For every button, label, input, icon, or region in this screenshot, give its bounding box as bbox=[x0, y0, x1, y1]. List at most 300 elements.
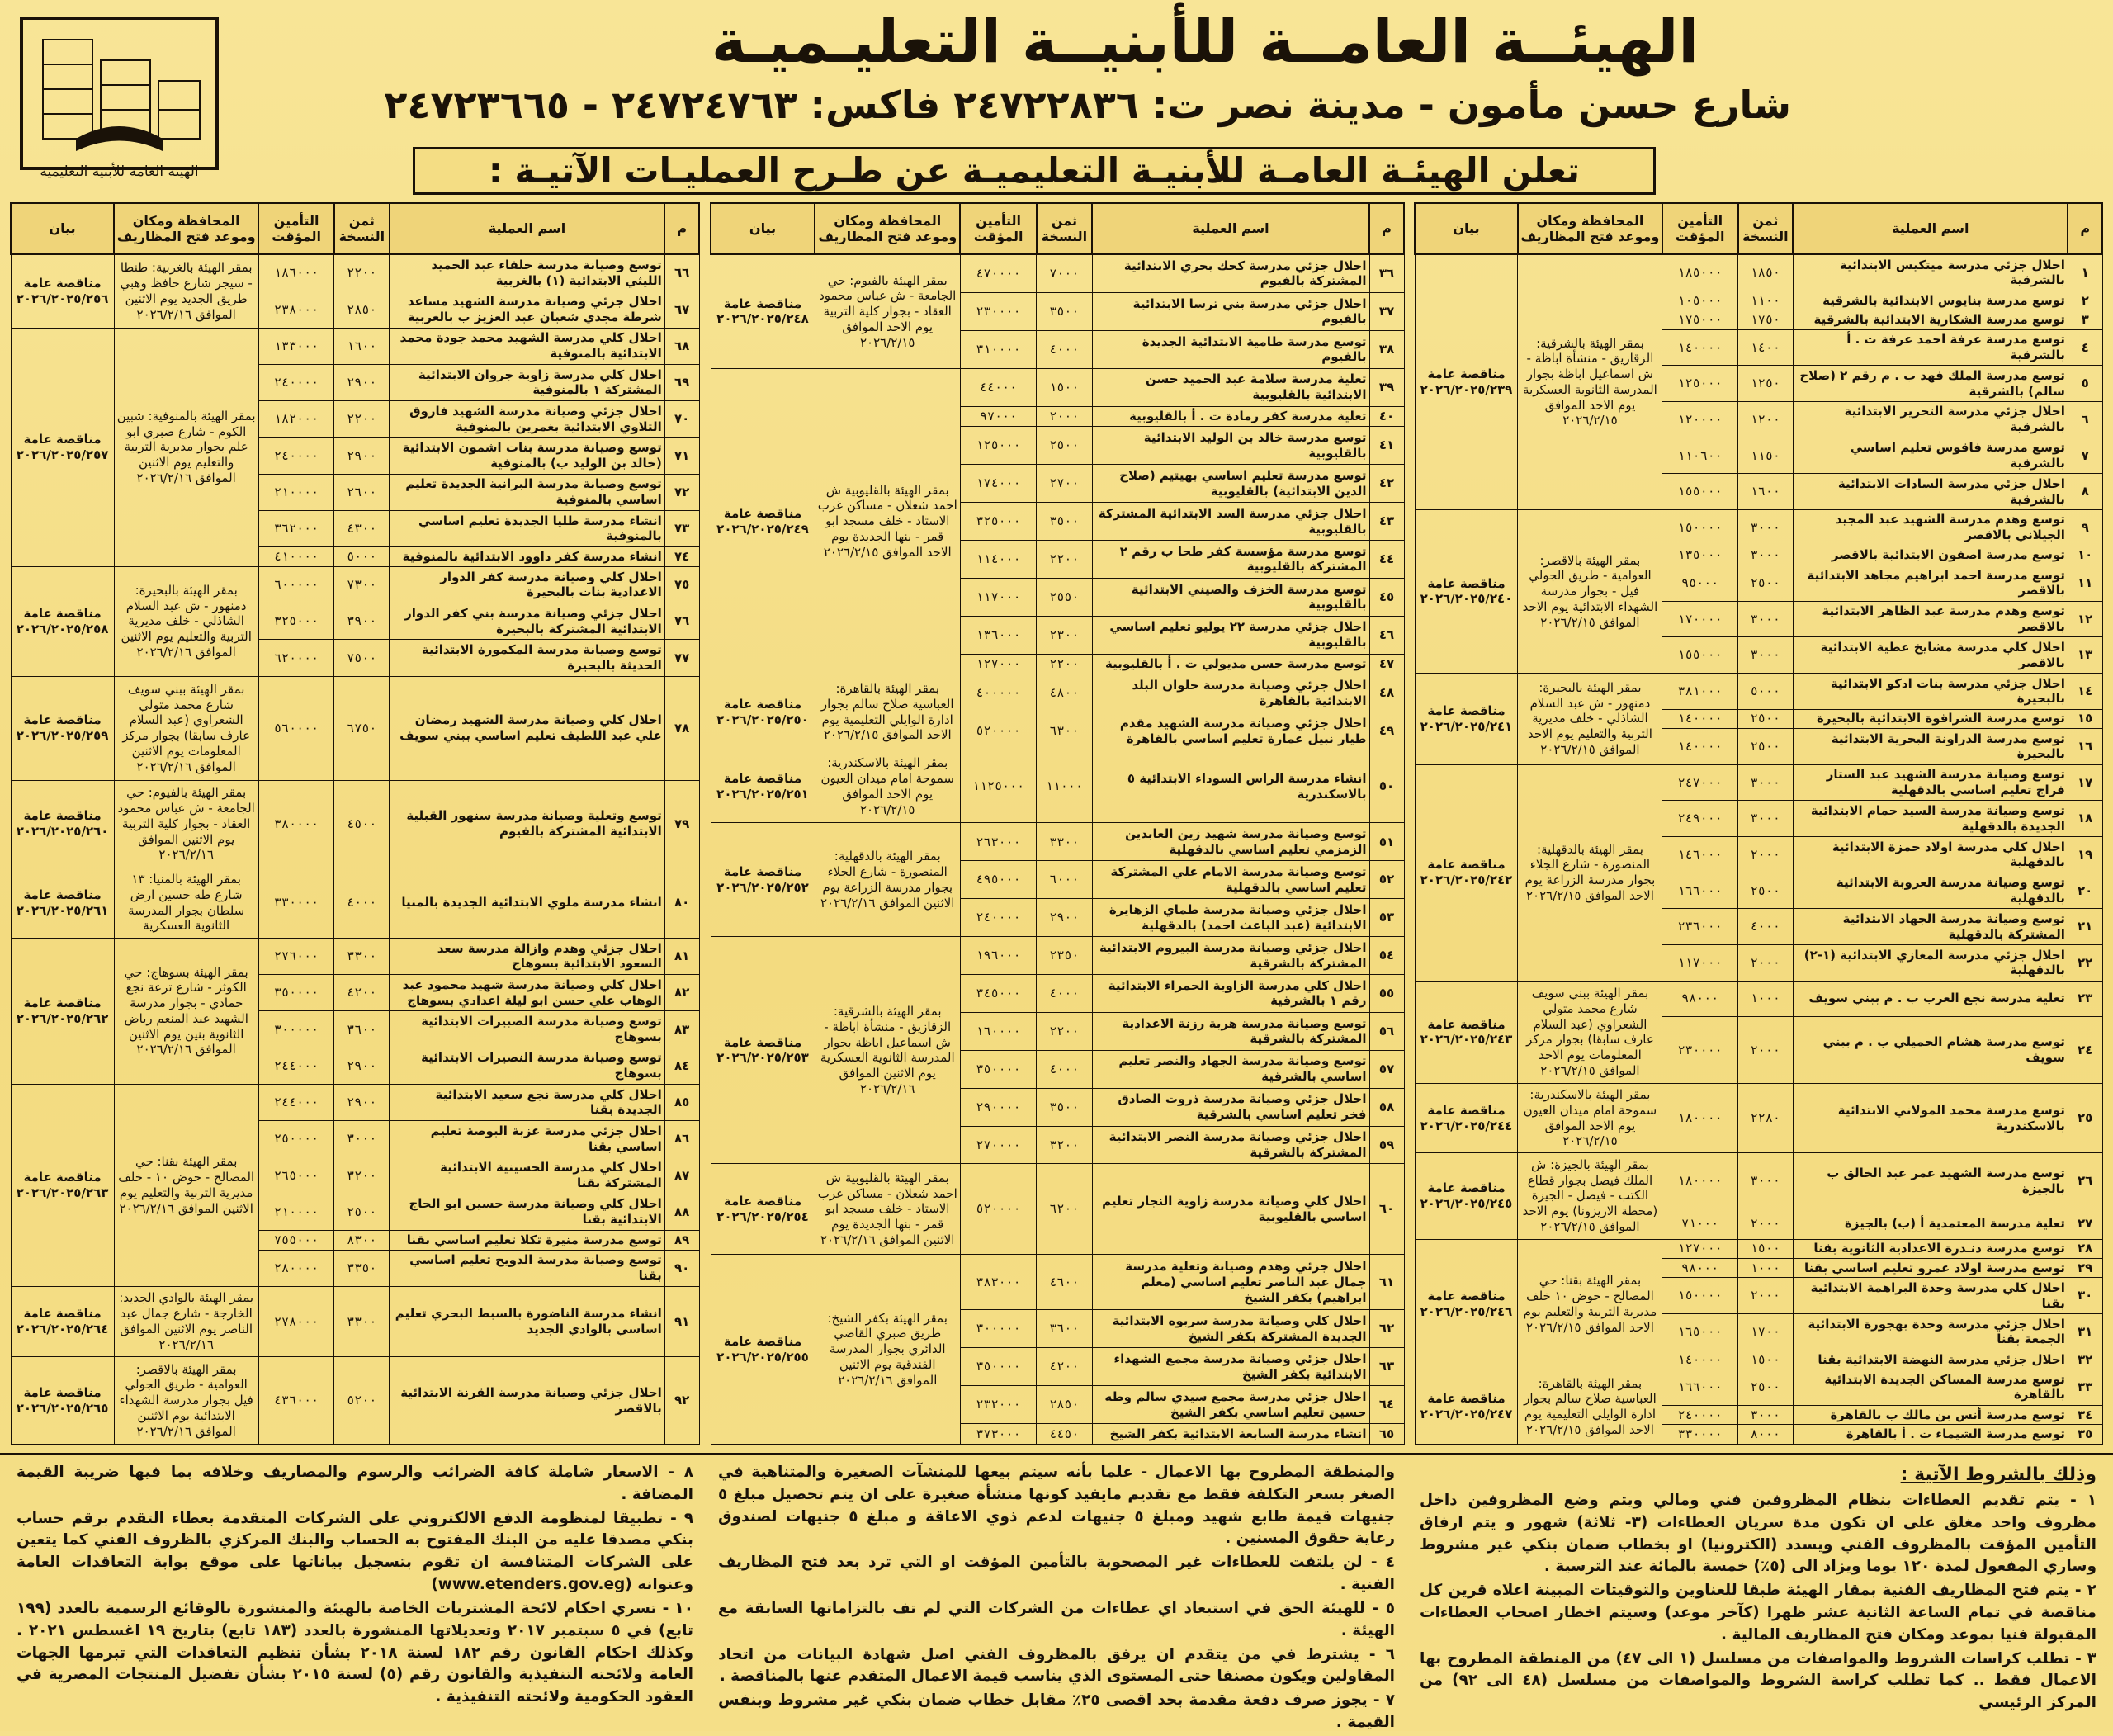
row-number: ٤١ bbox=[1369, 427, 1404, 465]
row-number: ١١ bbox=[2068, 565, 2102, 601]
tender-row bbox=[1415, 1084, 2102, 1153]
copy-price: ٤٦٠٠ bbox=[1037, 1255, 1092, 1310]
row-number: ٢٩ bbox=[2068, 1258, 2102, 1277]
copy-price: ٣٢٠٠ bbox=[1037, 1126, 1092, 1164]
row-number: ٧ bbox=[2068, 438, 2102, 474]
temporary-insurance: ٢٤٠٠٠٠ bbox=[960, 899, 1036, 937]
row-number: ٤٥ bbox=[1369, 578, 1404, 616]
tender-row bbox=[1415, 1153, 2102, 1209]
row-number: ٦٩ bbox=[664, 364, 699, 400]
row-number: ٥١ bbox=[1369, 823, 1404, 861]
copy-price: ٢٩٠٠ bbox=[334, 438, 390, 474]
row-number: ٤٧ bbox=[1369, 654, 1404, 674]
operation-name: توسع مدرسة الملك فهد ب . م رقم ٢ (صلاح سالم) بالشرقية bbox=[1793, 366, 2068, 402]
row-number: ٨٧ bbox=[664, 1157, 699, 1194]
operation-name: تعلية مدرسة سلامة عبد الحميد حسن الابتدائية بالقليوبية bbox=[1092, 368, 1369, 406]
tender-row bbox=[1415, 764, 2102, 801]
envelope-opening-location: بمقر الهيئة بالشرقية: الزقازيق - منشأة اباظة - ش اسماعيل اباظة بجوار المدرسة الثانوية العسكرية يوم الاثنين الموافق ٢٠٢٦/٢/١٦ bbox=[815, 937, 960, 1164]
row-number: ٣٧ bbox=[1369, 292, 1404, 330]
envelope-opening-location: بمقر الهيئة بالمنيا: ١٣ شارع طه حسين ارض سلطان بجوار المدرسة الثانوية العسكرية bbox=[114, 868, 258, 938]
temporary-insurance: ٢٧٦٠٠٠ bbox=[258, 938, 334, 974]
condition-item: ٥ - للهيئة الحق في استبعاد اي عطاءات من الشركات التي لم تف بالتزاماتها السابقة مع الهيئة . bbox=[718, 1599, 1395, 1639]
tender-row bbox=[711, 674, 1404, 712]
operation-name: احلال جزئي وصيانة مدرسة حلوان البلد الابتدائية بالقاهرة bbox=[1092, 674, 1369, 712]
copy-price: ١٥٠٠ bbox=[1037, 368, 1092, 406]
operation-name: احلال كلي مدرسة نجع سعيد الابتدائية الجديدة بقنا bbox=[390, 1084, 665, 1120]
operation-name: توسع مدرسة بنايوس الابتدائية بالشرقية bbox=[1793, 291, 2068, 310]
copy-price: ٧٠٠٠ bbox=[1037, 254, 1092, 292]
row-number: ١ bbox=[2068, 254, 2102, 291]
tender-statement: مناقصة عامة ٢٠٢٦/٢٠٢٥/٢٤٩ bbox=[711, 368, 815, 674]
operation-name: توسع مدرسة فاقوس تعليم اساسي بالشرقية bbox=[1793, 438, 2068, 474]
envelope-opening-location: بمقر الهيئة بالجيزة: ش الملك فيصل بجوار قطاع الكتب - فيصل - الجيزة (محطة الاريزونا) يوم الاحد الموافق ٢٠٢٦/٢/١٥ bbox=[1518, 1153, 1662, 1239]
authority-address: شارع حسن مأمون - مدينة نصر ت: ٢٤٧٢٢٨٣٦ فاكس: ٢٤٧٢٤٧٦٣ - ٢٤٧٢٣٦٦٥ bbox=[384, 83, 1791, 127]
envelope-opening-location: بمقر الهيئة بالفيوم: حي الجامعة - ش عباس محمود العقاد - بجوار كلية التربية يوم الاثنين الموافق ٢٠٢٦/٢/١٦ bbox=[114, 780, 258, 868]
row-number: ٣١ bbox=[2068, 1314, 2102, 1350]
tender-statement: مناقصة عامة ٢٠٢٦/٢٠٢٥/٢٦٤ bbox=[11, 1286, 114, 1356]
operation-name: احلال كلي وصيانة مدرسة شهيد محمود عبد الوهاب علي حسن ابو ليلة اعدادي بسوهاج bbox=[390, 975, 665, 1011]
tender-statement: مناقصة عامة ٢٠٢٦/٢٠٢٥/٢٥٢ bbox=[711, 823, 815, 937]
copy-price: ٤٠٠٠ bbox=[1037, 330, 1092, 368]
temporary-insurance: ٦٠٠٠٠٠ bbox=[258, 566, 334, 603]
temporary-insurance: ٢٤٧٠٠٠ bbox=[1662, 764, 1738, 801]
row-number: ٩١ bbox=[664, 1286, 699, 1356]
operation-name: احلال جزئي وصيانة مدرسة الشهيد فاروق التلاوي الابتدائية بغمرين بالمنوفية bbox=[390, 401, 665, 438]
temporary-insurance: ١٨٢٠٠٠ bbox=[258, 401, 334, 438]
row-number: ٨٢ bbox=[664, 975, 699, 1011]
copy-price: ٣٥٠٠ bbox=[1037, 1088, 1092, 1126]
temporary-insurance: ١٨٥٠٠٠ bbox=[1662, 254, 1738, 291]
row-number: ١٤ bbox=[2068, 673, 2102, 709]
copy-price: ٢٠٠٠ bbox=[1037, 406, 1092, 427]
copy-price: ٢٠٠٠ bbox=[1738, 836, 1794, 873]
column-header-location: المحافظة ومكان وموعد فتح المظاريف bbox=[815, 203, 960, 254]
tender-row bbox=[11, 780, 699, 868]
operation-name: توسع مدرسة الشيماء ت . أ بالقاهرة bbox=[1793, 1425, 2068, 1445]
operation-name: توسع مدرسة مؤسسة كفر طحا ب رقم ٢ المشتركة بالقليوبية bbox=[1092, 540, 1369, 578]
row-number: ٦٥ bbox=[1369, 1423, 1404, 1444]
envelope-opening-location: بمقر الهيئة بالبحيرة: دمنهور - ش عبد السلام الشاذلي - خلف مديرية التربية والتعليم يوم الاحد الموافق ٢٠٢٦/٢/١٥ bbox=[1518, 673, 1662, 764]
operation-name: توسع وصيانة مدرسة شهيد زين العابدين الزمزمي تعليم اساسي بالدقهلية bbox=[1092, 823, 1369, 861]
envelope-opening-location: بمقر الهيئة بقنا: حي المصالح - حوض ١٠ خلف مديرية التربية والتعليم يوم الاحد الموافق ٢٠٢٦/٢/١٥ bbox=[1518, 1239, 1662, 1369]
tender-statement: مناقصة عامة ٢٠٢٦/٢٠٢٥/٢٣٩ bbox=[1415, 254, 1518, 509]
row-number: ٣٥ bbox=[2068, 1425, 2102, 1445]
temporary-insurance: ١٣٦٠٠٠ bbox=[960, 616, 1036, 654]
copy-price: ٢٨٥٠ bbox=[1037, 1386, 1092, 1424]
operation-name: توسع وصيانة مدرسة العروبة الابتدائية بالدقهلية bbox=[1793, 873, 2068, 909]
copy-price: ٨٠٠٠ bbox=[1738, 1425, 1794, 1445]
row-number: ٢٣ bbox=[2068, 981, 2102, 1016]
row-number: ٤٤ bbox=[1369, 540, 1404, 578]
operation-name: توسع مدرسة الشهيد عمر عبد الخالق ب بالجيزة bbox=[1793, 1153, 2068, 1209]
temporary-insurance: ١٣٣٠٠٠ bbox=[258, 328, 334, 364]
operation-name: توسع مدرسة الدراونة البحرية الابتدائية بالبحيرة bbox=[1793, 729, 2068, 765]
operation-name: انشاء مدرسة السابعة الابتدائية بكفر الشيخ bbox=[1092, 1423, 1369, 1444]
temporary-insurance: ٩٨٠٠٠ bbox=[1662, 981, 1738, 1016]
row-number: ٤٣ bbox=[1369, 503, 1404, 541]
copy-price: ٢٧٠٠ bbox=[1037, 465, 1092, 503]
row-number: ٤ bbox=[2068, 329, 2102, 366]
operation-name: توسع مدرسة تعليم اساسي بهيتيم (صلاح الدين الابتدائية) بالقليوبية bbox=[1092, 465, 1369, 503]
copy-price: ٤٣٠٠ bbox=[334, 510, 390, 546]
temporary-insurance: ٤٣٦٠٠٠ bbox=[258, 1357, 334, 1445]
temporary-insurance: ٣٥٠٠٠٠ bbox=[960, 1348, 1036, 1386]
temporary-insurance: ٢٤٠٠٠٠ bbox=[1662, 1405, 1738, 1424]
temporary-insurance: ٤٩٥٠٠٠ bbox=[960, 861, 1036, 899]
operation-name: توسع وصيانة مدرسة الامام علي المشتركة تعليم اساسي بالدقهلية bbox=[1092, 861, 1369, 899]
row-number: ٥٣ bbox=[1369, 899, 1404, 937]
tender-statement: مناقصة عامة ٢٠٢٦/٢٠٢٥/٢٥٠ bbox=[711, 674, 815, 750]
copy-price: ٣٠٠٠ bbox=[1738, 637, 1794, 674]
tender-statement: مناقصة عامة ٢٠٢٦/٢٠٢٥/٢٥٥ bbox=[711, 1255, 815, 1445]
operation-name: احلال كلي مدرسة مشايخ عطية الابتدائية بالاقصر bbox=[1793, 637, 2068, 674]
operation-name: توسع وهدم مدرسة عبد الظاهر الابتدائية بالاقصر bbox=[1793, 601, 2068, 637]
operation-name: احلال كلي وصيانة مدرسة الشهيد رمضان علي عبد اللطيف تعليم اساسي ببني سويف bbox=[390, 676, 665, 780]
copy-price: ١٢٠٠ bbox=[1738, 401, 1794, 438]
copy-price: ٢٢٠٠ bbox=[334, 401, 390, 438]
copy-price: ٤٥٠٠ bbox=[334, 780, 390, 868]
copy-price: ٢٥٥٠ bbox=[1037, 578, 1092, 616]
row-number: ٣٤ bbox=[2068, 1405, 2102, 1424]
operation-name: توسع وصيانة مدرسة خلفاء عبد الحميد الليثي الابتدائية (١) بالغربية bbox=[390, 254, 665, 291]
operation-name: احلال جزئي مدرسة ميتكيس الابتدائية بالشرقية bbox=[1793, 254, 2068, 291]
copy-price: ٢٥٠٠ bbox=[1738, 709, 1794, 728]
copy-price: ٤٠٠٠ bbox=[1037, 975, 1092, 1013]
copy-price: ١٠٠٠ bbox=[1738, 1258, 1794, 1277]
operation-name: احلال جزئي مدرسة عزبة البوصة تعليم اساسي بقنا bbox=[390, 1121, 665, 1157]
temporary-insurance: ٣٧٣٠٠٠ bbox=[960, 1423, 1036, 1444]
envelope-opening-location: بمقر الهيئة بقنا: حي المصالح - حوض ١٠ - خلف مديرية التربية والتعليم يوم الاثنين الموافق ٢٠٢٦/٢/١٦ bbox=[114, 1084, 258, 1286]
copy-price: ٣٥٠٠ bbox=[1037, 292, 1092, 330]
tender-row bbox=[11, 254, 699, 291]
tenders-table bbox=[1414, 202, 2103, 1445]
condition-item: ٤ - لن يلتفت للعطاءات غير المصحوبة بالتأمين المؤقت او التي ترد بعد فتح المظاريف الفنية . bbox=[718, 1554, 1395, 1594]
operation-name: احلال جزئي مدرسة التحرير الابتدائية بالشرقية bbox=[1793, 401, 2068, 438]
temporary-insurance: ٢١٠٠٠٠ bbox=[258, 1194, 334, 1230]
tenders-table bbox=[710, 202, 1405, 1445]
copy-price: ٣٣٠٠ bbox=[1037, 823, 1092, 861]
conditions-section bbox=[0, 1453, 2113, 1731]
operation-name: توسع وصيانة مدرسة بنات اشمون الابتدائية (خالد بن الوليد ب) بالمنوفية bbox=[390, 438, 665, 474]
copy-price: ٣٠٠٠ bbox=[334, 1121, 390, 1157]
envelope-opening-location: بمقر الهيئة بالقليوبية ش احمد شعلان - مساكن غرب الاستاد - خلف مسجد ابو قمر - بنها الجديدة يوم الاثنين الموافق ٢٠٢٦/٢/١٦ bbox=[815, 1164, 960, 1255]
column-header-insurance: التأمين المؤقت bbox=[960, 203, 1036, 254]
row-number: ٧٥ bbox=[664, 566, 699, 603]
copy-price: ١٠٠٠ bbox=[1738, 981, 1794, 1016]
operation-name: انشاء مدرسة كفر داوود الابتدائية بالمنوفية bbox=[390, 547, 665, 567]
conditions-column-2 bbox=[718, 1462, 1395, 1736]
tender-statement: مناقصة عامة ٢٠٢٦/٢٠٢٥/٢٤١ bbox=[1415, 673, 1518, 764]
tender-row bbox=[711, 1255, 1404, 1310]
copy-price: ١٢٥٠ bbox=[1738, 366, 1794, 402]
copy-price: ٢٢٠٠ bbox=[1037, 540, 1092, 578]
copy-price: ٦٣٠٠ bbox=[1037, 712, 1092, 750]
envelope-opening-location: بمقر الهيئة بالقليوبية ش احمد شعلان - مساكن غرب الاستاد - خلف مسجد ابو قمر - بنها الجديدة يوم الاحد الموافق ٢٠٢٦/٢/١٥ bbox=[815, 368, 960, 674]
operation-name: توسع مدرسة طامية الابتدائية الجديدة بالفيوم bbox=[1092, 330, 1369, 368]
copy-price: ١١٠٠ bbox=[1738, 291, 1794, 310]
condition-item: والمنطقة المطروح بها الاعمال - علما بأنه سيتم بيعها للمنشآت الصغيرة والمتناهية في الصغر بسعر التكلفة فقط مع تقديم مايفيد كونها منشأة صغيرة على ان يتم تحصيل مبلغ ٥ جنيهات قيمة طابع شهيد ومبلغ ٥ جنيهات لدعم ذوي الاعاقة و مبلغ ٥ جنيهات لصندوق رعاية حقوق المسنين . bbox=[718, 1464, 1395, 1548]
temporary-insurance: ٣٠٠٠٠٠ bbox=[960, 1310, 1036, 1348]
row-number: ١٦ bbox=[2068, 729, 2102, 765]
row-number: ٢٨ bbox=[2068, 1239, 2102, 1258]
copy-price: ٣٠٠٠ bbox=[1738, 509, 1794, 546]
copy-price: ٢٢٠٠ bbox=[1037, 1012, 1092, 1050]
condition-item: ٩ - تطبيقا لمنظومة الدفع الالكتروني على الشركات المتقدمة بعطاء التقدم برقم حساب بنكي مصدقا عليه من البنك المفتوح به الحساب والبنك المركزي بالظروف الفني كما يتعين على الشركات المتنافسة ان تقوم بتسجيل بياناتها على موقع بوابة التعاقدات العامة وعنوانه (www.etenders.gov.eg) bbox=[17, 1509, 693, 1594]
operation-name: تعلية مدرسة كفر رمادة ت . أ بالقليوبية bbox=[1092, 406, 1369, 427]
temporary-insurance: ١٢٥٠٠٠ bbox=[960, 427, 1036, 465]
row-number: ١٩ bbox=[2068, 836, 2102, 873]
temporary-insurance: ٣٦٢٠٠٠ bbox=[258, 510, 334, 546]
operation-name: احلال جزئي وصيانة مدرسة بني كفر الدوار الابتدائية المشتركة بالبحيرة bbox=[390, 603, 665, 640]
tender-statement: مناقصة عامة ٢٠٢٦/٢٠٢٥/٢٦٢ bbox=[11, 938, 114, 1084]
temporary-insurance: ١١٤٠٠٠ bbox=[960, 540, 1036, 578]
operation-name: انشاء مدرسة طليا الجديدة تعليم اساسي بالمنوفية bbox=[390, 510, 665, 546]
column-header-m: م bbox=[2068, 203, 2102, 254]
operation-name: احلال كلي مدرسة زاوية جروان الابتدائية المشتركة ١ بالمنوفية bbox=[390, 364, 665, 400]
copy-price: ١٧٥٠ bbox=[1738, 310, 1794, 329]
row-number: ٦٠ bbox=[1369, 1164, 1404, 1255]
copy-price: ٦٠٠٠ bbox=[1037, 861, 1092, 899]
operation-name: احلال جزئي وصيانة مدرسة مجمع الشهداء الابتدائية بكفر الشيخ bbox=[1092, 1348, 1369, 1386]
temporary-insurance: ١٩٦٠٠٠ bbox=[960, 937, 1036, 975]
column-header-m: م bbox=[1369, 203, 1404, 254]
temporary-insurance: ١٢٠٠٠٠ bbox=[1662, 401, 1738, 438]
operation-name: انشاء مدرسة ملوي الابتدائية الجديدة بالمنيا bbox=[390, 868, 665, 938]
copy-price: ١٧٠٠ bbox=[1738, 1314, 1794, 1350]
authority-title: الهيئــة العامــة للأبنيــة التعليـميـة bbox=[711, 7, 1699, 76]
copy-price: ٦٢٠٠ bbox=[1037, 1164, 1092, 1255]
row-number: ٤٦ bbox=[1369, 616, 1404, 654]
operation-name: احلال كلي مدرسة اولاد حمزة الابتدائية بالدقهلية bbox=[1793, 836, 2068, 873]
temporary-insurance: ١٧٥٠٠٠ bbox=[1662, 310, 1738, 329]
tender-row bbox=[11, 868, 699, 938]
temporary-insurance: ١١٢٥٠٠٠ bbox=[960, 750, 1036, 823]
temporary-insurance: ٢٧٠٠٠٠ bbox=[960, 1126, 1036, 1164]
temporary-insurance: ١٦٦٠٠٠ bbox=[1662, 1369, 1738, 1406]
copy-price: ٣٠٠٠ bbox=[1738, 546, 1794, 565]
copy-price: ٢٢٠٠ bbox=[334, 254, 390, 291]
temporary-insurance: ٣٣٠٠٠٠ bbox=[258, 868, 334, 938]
operation-name: احلال جزئي وهدم وازالة مدرسة سعد السعود الابتدائية بسوهاج bbox=[390, 938, 665, 974]
row-number: ٧٦ bbox=[664, 603, 699, 640]
temporary-insurance: ٣٢٥٠٠٠ bbox=[960, 503, 1036, 541]
temporary-insurance: ٤٧٠٠٠٠ bbox=[960, 254, 1036, 292]
temporary-insurance: ٣٤٥٠٠٠ bbox=[960, 975, 1036, 1013]
temporary-insurance: ٢٦٥٠٠٠ bbox=[258, 1157, 334, 1194]
row-number: ١٥ bbox=[2068, 709, 2102, 728]
tender-row bbox=[1415, 981, 2102, 1016]
operation-name: احلال جزئي مدرسة المغازي الابتدائية (١-٢) بالدقهلية bbox=[1793, 944, 2068, 981]
copy-price: ٢٩٠٠ bbox=[334, 364, 390, 400]
row-number: ٣٠ bbox=[2068, 1278, 2102, 1314]
temporary-insurance: ٢٨٠٠٠٠ bbox=[258, 1250, 334, 1286]
temporary-insurance: ١١٠٦٠٠ bbox=[1662, 438, 1738, 474]
tender-row bbox=[711, 823, 1404, 861]
temporary-insurance: ١٨٦٠٠٠ bbox=[258, 254, 334, 291]
operation-name: توسع وصيانة مدرسة الشهيد عبد الستار فراج تعليم اساسي بالدقهلية bbox=[1793, 764, 2068, 801]
envelope-opening-location: بمقر الهيئة ببني سويف شارع محمد متولي الشعراوي (عبد السلام عارف سابقا) بجوار مركز المعلومات يوم الاحد الموافق ٢٠٢٦/٢/١٥ bbox=[1518, 981, 1662, 1084]
row-number: ٧٤ bbox=[664, 547, 699, 567]
envelope-opening-location: بمقر الهيئة بالاسكندرية: سموحة امام ميدان العيون يوم الاحد الموافق ٢٠٢٦/٢/١٥ bbox=[1518, 1084, 1662, 1153]
row-number: ٨٦ bbox=[664, 1121, 699, 1157]
row-number: ٧٣ bbox=[664, 510, 699, 546]
row-number: ١٢ bbox=[2068, 601, 2102, 637]
tender-row bbox=[711, 254, 1404, 292]
row-number: ٥٢ bbox=[1369, 861, 1404, 899]
copy-price: ٥٢٠٠ bbox=[334, 1357, 390, 1445]
operation-name: احلال كلي مدرسة وحدة البراهمة الابتدائية بقنا bbox=[1793, 1278, 2068, 1314]
copy-price: ٣٠٠٠ bbox=[1738, 801, 1794, 837]
copy-price: ٣٩٠٠ bbox=[334, 603, 390, 640]
temporary-insurance: ١٤٠٠٠٠ bbox=[1662, 729, 1738, 765]
column-header-name: اسم العملية bbox=[1793, 203, 2068, 254]
operation-name: احلال كلي وصيانة مدرسة زاوية النجار تعليم اساسي بالقليوبية bbox=[1092, 1164, 1369, 1255]
copy-price: ٢٦٠٠ bbox=[334, 474, 390, 510]
copy-price: ٣٠٠٠ bbox=[1738, 601, 1794, 637]
column-header-name: اسم العملية bbox=[390, 203, 665, 254]
temporary-insurance: ٩٥٠٠٠ bbox=[1662, 565, 1738, 601]
operation-name: احلال جزئي وهدم وصيانة وتعلية مدرسة جمال عبد الناصر تعليم اساسي (معلم ابراهيم) بكفر الشيخ bbox=[1092, 1255, 1369, 1310]
copy-price: ٧٣٠٠ bbox=[334, 566, 390, 603]
temporary-insurance: ٥٢٠٠٠٠ bbox=[960, 1164, 1036, 1255]
copy-price: ٢٢٠٠ bbox=[1037, 654, 1092, 674]
row-number: ٤٨ bbox=[1369, 674, 1404, 712]
copy-price: ٣٦٠٠ bbox=[334, 1011, 390, 1048]
condition-item: ٨ - الاسعار شاملة كافة الضرائب والرسوم والمصاريف وخلافه بما فيها ضريبة القيمة المضافة . bbox=[17, 1464, 693, 1503]
operation-name: احلال كلي وصيانة مدرسة حسين ابو الحاج الابتدائية بقنا bbox=[390, 1194, 665, 1230]
envelope-opening-location: بمقر الهيئة بالاسكندرية: سموحة امام ميدان العيون يوم الاحد الموافق ٢٠٢٦/٢/١٥ bbox=[815, 750, 960, 823]
envelope-opening-location: بمقر الهيئة بسوهاج: حي الكوثر - شارع ترعة نجع حمادي - بجوار مدرسة الشهيد عبد المنعم رياض الثانوية بنين يوم الاثنين الموافق ٢٠٢٦/٢/١٦ bbox=[114, 938, 258, 1084]
temporary-insurance: ٤٠٠٠٠٠ bbox=[960, 674, 1036, 712]
tender-statement: مناقصة عامة ٢٠٢٦/٢٠٢٥/٢٤٢ bbox=[1415, 764, 1518, 981]
row-number: ٣٩ bbox=[1369, 368, 1404, 406]
operation-name: توسع وتعلية وصيانة مدرسة سنهور القبلية الابتدائية المشتركة بالفيوم bbox=[390, 780, 665, 868]
row-number: ٥ bbox=[2068, 366, 2102, 402]
temporary-insurance: ٣٠٠٠٠٠ bbox=[258, 1011, 334, 1048]
temporary-insurance: ١٠٥٠٠٠ bbox=[1662, 291, 1738, 310]
envelope-opening-location: بمقر الهيئة بالبحيرة: دمنهور - ش عبد السلام الشاذلي - خلف مديرية التربية والتعليم يوم الاثنين الموافق ٢٠٢٦/٢/١٦ bbox=[114, 566, 258, 676]
temporary-insurance: ٢٤٤٠٠٠ bbox=[258, 1048, 334, 1084]
row-number: ٨٥ bbox=[664, 1084, 699, 1120]
temporary-insurance: ٣٨٣٠٠٠ bbox=[960, 1255, 1036, 1310]
operation-name: تعلية مدرسة المعتمدية أ (ب) بالجيزة bbox=[1793, 1209, 2068, 1239]
operation-name: احلال كلي وصيانة مدرسة سربوه الابتدائية الجديدة المشتركة بكفر الشيخ bbox=[1092, 1310, 1369, 1348]
temporary-insurance: ١٥٥٠٠٠ bbox=[1662, 474, 1738, 510]
operation-name: توسع وصيانة مدرسة المكمورة الابتدائية الحديثة بالبحيرة bbox=[390, 640, 665, 676]
operation-name: توسع مدرسة أنس بن مالك ب بالقاهرة bbox=[1793, 1405, 2068, 1424]
tender-row bbox=[1415, 1239, 2102, 1258]
copy-price: ٣٠٠٠ bbox=[1738, 1405, 1794, 1424]
copy-price: ١٦٠٠ bbox=[1738, 474, 1794, 510]
temporary-insurance: ١٤٠٠٠٠ bbox=[1662, 329, 1738, 366]
column-header-price: ثمن النسخة bbox=[1738, 203, 1794, 254]
copy-price: ٢٣٥٠ bbox=[1037, 937, 1092, 975]
row-number: ٧٩ bbox=[664, 780, 699, 868]
row-number: ٢٦ bbox=[2068, 1153, 2102, 1209]
copy-price: ٢٠٠٠ bbox=[1738, 1017, 1794, 1084]
temporary-insurance: ١٧٤٠٠٠ bbox=[960, 465, 1036, 503]
temporary-insurance: ٢٣٢٠٠٠ bbox=[960, 1386, 1036, 1424]
row-number: ٢٠ bbox=[2068, 873, 2102, 909]
row-number: ٩ bbox=[2068, 509, 2102, 546]
envelope-opening-location: بمقر الهيئة بالوادي الجديد: الخارجة - شارع جمال عبد الناصر يوم الاثنين الموافق ٢٠٢٦/٢/١٦ bbox=[114, 1286, 258, 1356]
tender-statement: مناقصة عامة ٢٠٢٦/٢٠٢٥/٢٤٧ bbox=[1415, 1369, 1518, 1445]
row-number: ٨٨ bbox=[664, 1194, 699, 1230]
row-number: ٥٧ bbox=[1369, 1050, 1404, 1088]
row-number: ٧٠ bbox=[664, 401, 699, 438]
row-number: ٧٧ bbox=[664, 640, 699, 676]
operation-name: احلال جزئي مدرسة مجمع سيدي سالم وطه حسين تعليم اساسي بكفر الشيخ bbox=[1092, 1386, 1369, 1424]
tender-statement: مناقصة عامة ٢٠٢٦/٢٠٢٥/٢٦٠ bbox=[11, 780, 114, 868]
temporary-insurance: ٢٥٠٠٠٠ bbox=[258, 1121, 334, 1157]
operation-name: تعلية مدرسة نجع العرب ب . م ببني سويف bbox=[1793, 981, 2068, 1016]
operation-name: توسع مدرسة اصفون الابتدائية بالاقصر bbox=[1793, 546, 2068, 565]
temporary-insurance: ١٤٠٠٠٠ bbox=[1662, 1350, 1738, 1369]
row-number: ٩٠ bbox=[664, 1250, 699, 1286]
column-header-statement: بيان bbox=[1415, 203, 1518, 254]
envelope-opening-location: بمقر الهيئة بالقاهرة: العباسية صلاح سالم بجوار ادارة الوايلي التعليمية يوم الاحد الموافق ٢٠٢٦/٢/١٥ bbox=[815, 674, 960, 750]
operation-name: توسع وصيانة مدرسة الدويح تعليم اساسي بقنا bbox=[390, 1250, 665, 1286]
operation-name: توسع مدرسة حسن مديولي ت . أ بالقليوبية bbox=[1092, 654, 1369, 674]
copy-price: ١٤٠٠ bbox=[1738, 329, 1794, 366]
row-number: ٤٩ bbox=[1369, 712, 1404, 750]
copy-price: ٢٠٠٠ bbox=[1738, 1278, 1794, 1314]
envelope-opening-location: بمقر الهيئة بالدقهلية: المنصورة - شارع الجلاء بجوار مدرسة الزراعة يوم الاثنين الموافق ٢٠٢٦/٢/١٦ bbox=[815, 823, 960, 937]
operation-name: توسع وصيانة مدرسة النصيرات الابتدائية بسوهاج bbox=[390, 1048, 665, 1084]
column-header-statement: بيان bbox=[711, 203, 815, 254]
conditions-title: وذلك بالشروط الآتية : bbox=[1900, 1464, 2096, 1485]
operation-name: توسع مدرسة الخزف والصيني الابتدائية بالقليوبية bbox=[1092, 578, 1369, 616]
row-number: ٣ bbox=[2068, 310, 2102, 329]
operation-name: احلال كلي مدرسة الحسينية الابتدائية المشتركة بقنا bbox=[390, 1157, 665, 1194]
copy-price: ٤٢٠٠ bbox=[1037, 1348, 1092, 1386]
row-number: ١٠ bbox=[2068, 546, 2102, 565]
copy-price: ١٥٠٠ bbox=[1738, 1350, 1794, 1369]
condition-item: ٧ - يجوز صرف دفعة مقدمة بحد اقصى ٢٥٪ مقابل خطاب ضمان بنكي غير مشروط وبنفس القيمة . bbox=[718, 1691, 1395, 1731]
tender-row bbox=[1415, 509, 2102, 546]
condition-item: ٢ - يتم فتح المظاريف الفنية بمقار الهيئة طبقا للعناوين والتوقيتات المبينة اعلاه قرين كل مناقصة في تمام الساعة الثانية عشر ظهرا (كآخر موعد) وسيتم اخطار اصحاب العطاءات المقبولة فنيا بموعد ومكان فتح المظاريف المالية . bbox=[1420, 1582, 2096, 1644]
envelope-opening-location: بمقر الهيئة بالاقصر: العوامية - طريق الجولي فيل بجوار مدرسة الشهداء الابتدائية يوم الاثنين الموافق ٢٠٢٦/٢/١٦ bbox=[114, 1357, 258, 1445]
column-header-location: المحافظة ومكان وموعد فتح المظاريف bbox=[1518, 203, 1662, 254]
operation-name: توسع وهدم مدرسة الشهيد عبد المجيد الجيلاني بالاقصر bbox=[1793, 509, 2068, 546]
tender-row bbox=[11, 1286, 699, 1356]
condition-item: ٦ - يشترط في من يتقدم ان يرفق بالمظروف الفني اصل شهادة البيانات من اتحاد المقاولين ويكون مصنفا حتى المستوى الذي يناسب قيمة الاعمال المتقدم عنها بالمناقصة . bbox=[718, 1645, 1395, 1686]
temporary-insurance: ٣١٠٠٠٠ bbox=[960, 330, 1036, 368]
tenders-table-left bbox=[10, 202, 700, 1445]
operation-name: توسع مدرسة احمد ابراهيم مجاهد الابتدائية بالاقصر bbox=[1793, 565, 2068, 601]
operation-name: انشاء مدرسة الراس السوداء الابتدائية ٥ بالاسكندرية bbox=[1092, 750, 1369, 823]
operation-name: توسع وصيانة مدرسة الجهاد والنصر تعليم اساسي بالشرقية bbox=[1092, 1050, 1369, 1088]
copy-price: ٣٣٠٠ bbox=[334, 1286, 390, 1356]
column-header-location: المحافظة ومكان وموعد فتح المظاريف bbox=[114, 203, 258, 254]
row-number: ١٧ bbox=[2068, 764, 2102, 801]
copy-price: ٣٣٥٠ bbox=[334, 1250, 390, 1286]
row-number: ٦٨ bbox=[664, 328, 699, 364]
row-number: ٧٢ bbox=[664, 474, 699, 510]
copy-price: ٣٦٠٠ bbox=[1037, 1310, 1092, 1348]
operation-name: احلال جزئي مدرسة وحدة بهجورة الابتدائية الجمعة بقنا bbox=[1793, 1314, 2068, 1350]
row-number: ٥٥ bbox=[1369, 975, 1404, 1013]
copy-price: ٢٩٠٠ bbox=[1037, 899, 1092, 937]
row-number: ٣٨ bbox=[1369, 330, 1404, 368]
temporary-insurance: ١٦٥٠٠٠ bbox=[1662, 1314, 1738, 1350]
temporary-insurance: ١٥٠٠٠٠ bbox=[1662, 1278, 1738, 1314]
tender-row bbox=[711, 1164, 1404, 1255]
copy-price: ٤٠٠٠ bbox=[1738, 909, 1794, 945]
row-number: ٨٤ bbox=[664, 1048, 699, 1084]
envelope-opening-location: بمقر الهيئة بالقاهرة: العباسية صلاح سالم بجوار ادارة الوايلي التعليمية يوم الاحد الموافق ٢٠٢٦/٢/١٥ bbox=[1518, 1369, 1662, 1445]
temporary-insurance: ٤١٠٠٠٠ bbox=[258, 547, 334, 567]
